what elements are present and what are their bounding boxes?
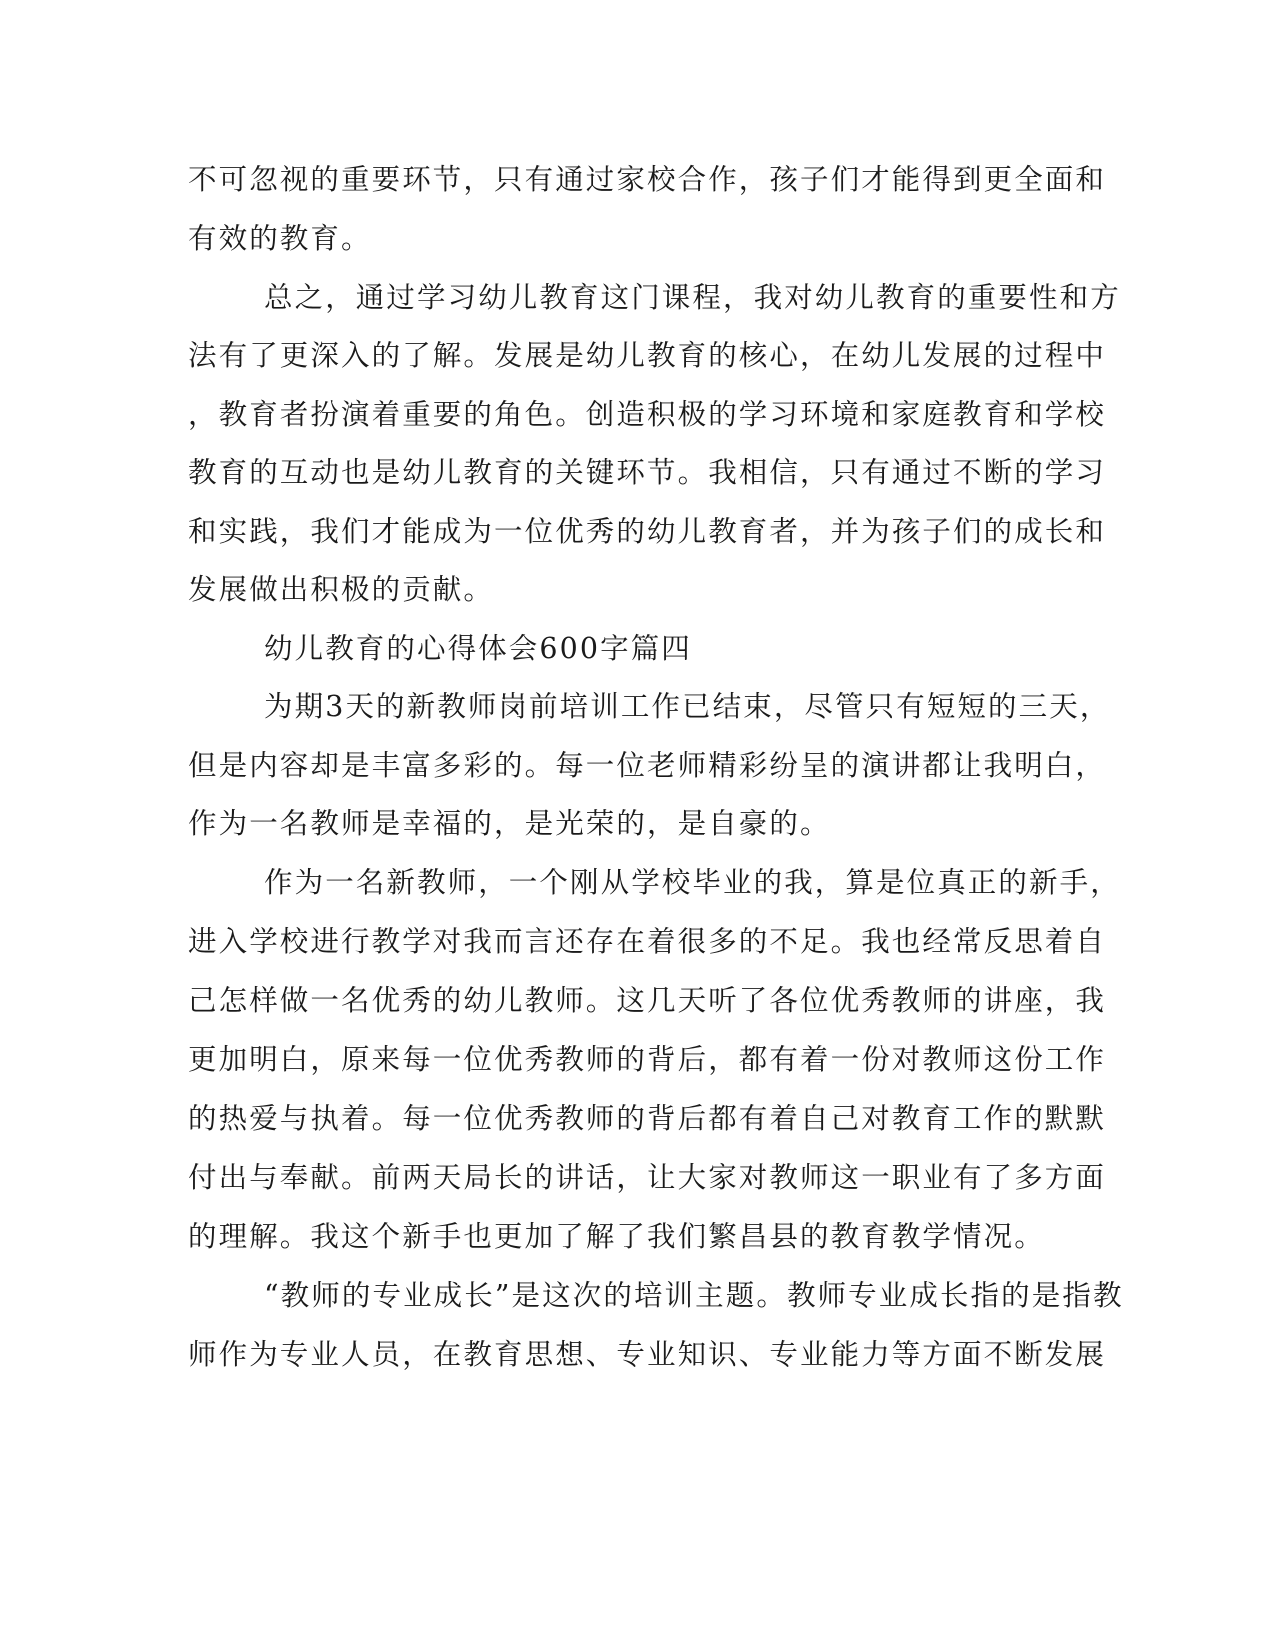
text-line: 作为一名教师是幸福的，是光荣的，是自豪的。 [188, 807, 831, 840]
text-line: 发展做出积极的贡献。 [188, 573, 495, 606]
text-line: 更加明白，原来每一位优秀教师的背后，都有着一份对教师这份工作 [188, 1043, 1107, 1076]
text-line: 进入学校进行教学对我而言还存在着很多的不足。我也经常反思着自 [188, 925, 1107, 958]
text-line: 的理解。我这个新手也更加了解了我们繁昌县的教育教学情况。 [188, 1220, 1045, 1253]
paragraph-first-line: 总之，通过学习幼儿教育这门课程，我对幼儿教育的重要性和方 [264, 281, 1121, 314]
text-line: 师作为专业人员，在教育思想、专业知识、专业能力等方面不断发展 [188, 1338, 1107, 1371]
text-line: 但是内容却是丰富多彩的。每一位老师精彩纷呈的演讲都让我明白， [188, 749, 1107, 782]
text-line: 教育的互动也是幼儿教育的关键环节。我相信，只有通过不断的学习 [188, 456, 1107, 489]
text-line: 不可忽视的重要环节，只有通过家校合作，孩子们才能得到更全面和 [188, 163, 1107, 196]
text-line: 有效的教育。 [188, 222, 372, 255]
text-line: 的热爱与执着。每一位优秀教师的背后都有着自己对教育工作的默默 [188, 1102, 1107, 1135]
text-line: 法有了更深入的了解。发展是幼儿教育的核心，在幼儿发展的过程中 [188, 339, 1107, 372]
paragraph-first-line: “教师的专业成长”是这次的培训主题。教师专业成长指的是指教 [264, 1279, 1124, 1312]
text-line: 付出与奉献。前两天局长的讲话，让大家对教师这一职业有了多方面 [188, 1161, 1107, 1194]
section-heading: 幼儿教育的心得体会600字篇四 [264, 632, 692, 665]
paragraph-first-line: 为期3天的新教师岗前培训工作已结束，尽管只有短短的三天， [264, 690, 1111, 723]
text-line: 己怎样做一名优秀的幼儿教师。这几天听了各位优秀教师的讲座，我 [188, 984, 1107, 1017]
text-line: 和实践，我们才能成为一位优秀的幼儿教育者，并为孩子们的成长和 [188, 515, 1107, 548]
text-line: ，教育者扮演着重要的角色。创造积极的学习环境和家庭教育和学校 [188, 398, 1107, 431]
paragraph-first-line: 作为一名新教师，一个刚从学校毕业的我，算是位真正的新手， [264, 866, 1121, 899]
